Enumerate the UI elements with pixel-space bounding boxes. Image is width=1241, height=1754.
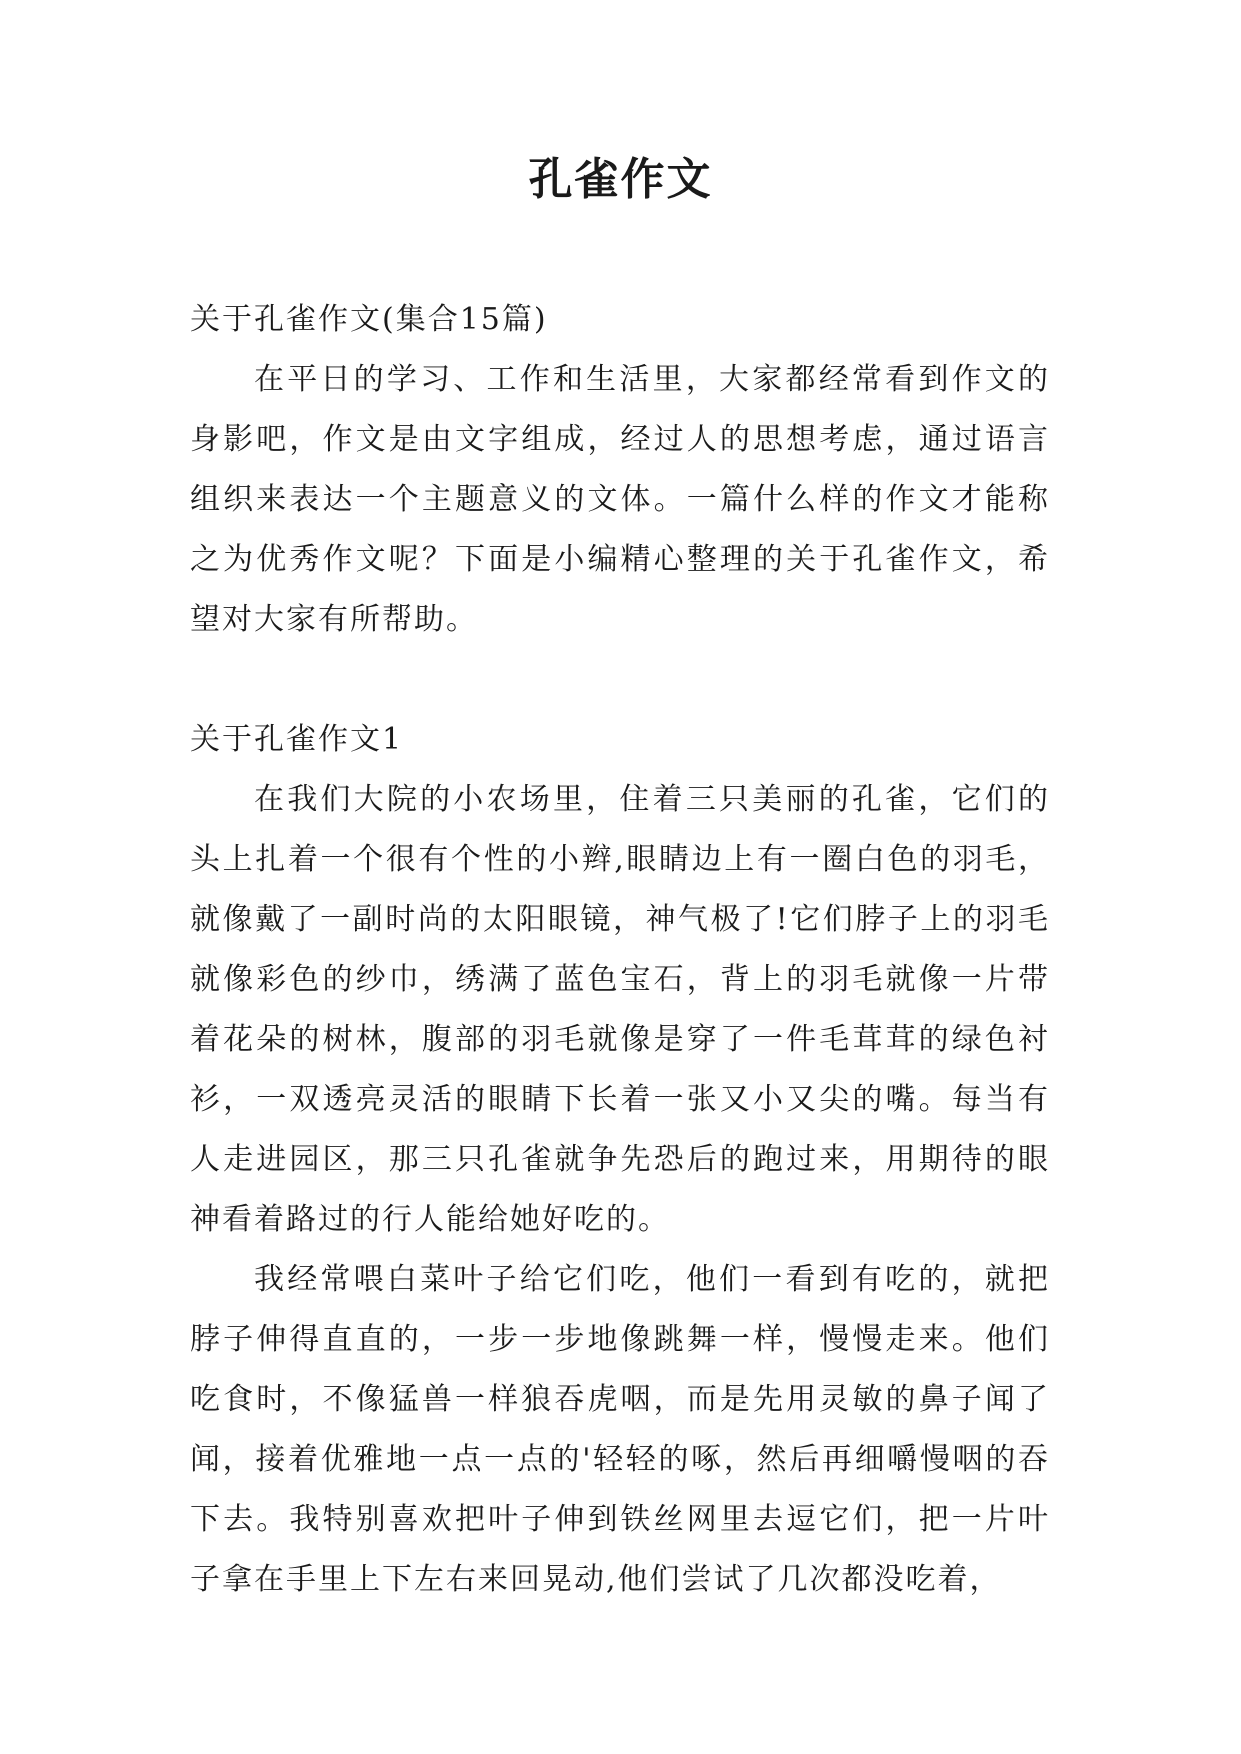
- document-title: 孔雀作文: [528, 154, 713, 205]
- intro-paragraph: 在平日的学习、工作和生活里，大家都经常看到作文的身影吧，作文是由文字组成，经过人的思想考虑，通过语言组织来表达一个主题意义的文体。一篇什么样的作文才能称之为优秀作文呢？下面是小编精心整理的关于孔雀作文，希望对大家有所帮助。: [190, 362, 1050, 637]
- section-paragraph: 我经常喂白菜叶子给它们吃，他们一看到有吃的，就把脖子伸得直直的，一步一步地像跳舞一样，慢慢走来。他们吃食时，不像猛兽一样狼吞虎咽，而是先用灵敏的鼻子闻了闻，接着优雅地一点一点的'轻轻的啄，然后再细嚼慢咽的吞下去。我特别喜欢把叶子伸到铁丝网里去逗它们，把一片叶子拿在手里上下左右来回晃动,他们尝试了几次都没吃着，: [190, 1262, 1050, 1597]
- document-body: [190, 290, 1050, 1610]
- section-paragraph: 在我们大院的小农场里，住着三只美丽的孔雀，它们的头上扎着一个很有个性的小辫,眼睛边上有一圈白色的羽毛，就像戴了一副时尚的太阳眼镜，神气极了!它们脖子上的羽毛就像彩色的纱巾，绣满了蓝色宝石，背上的羽毛就像一片带着花朵的树林，腹部的羽毛就像是穿了一件毛茸茸的绿色衬衫，一双透亮灵活的眼睛下长着一张又小又尖的嘴。每当有人走进园区，那三只孔雀就争先恐后的跑过来，用期待的眼神看着路过的行人能给她好吃的。: [190, 782, 1050, 1237]
- section-heading: 关于孔雀作文1: [190, 722, 404, 757]
- collection-heading: 关于孔雀作文(集合15篇): [190, 302, 548, 337]
- section-spacer: [190, 650, 1050, 710]
